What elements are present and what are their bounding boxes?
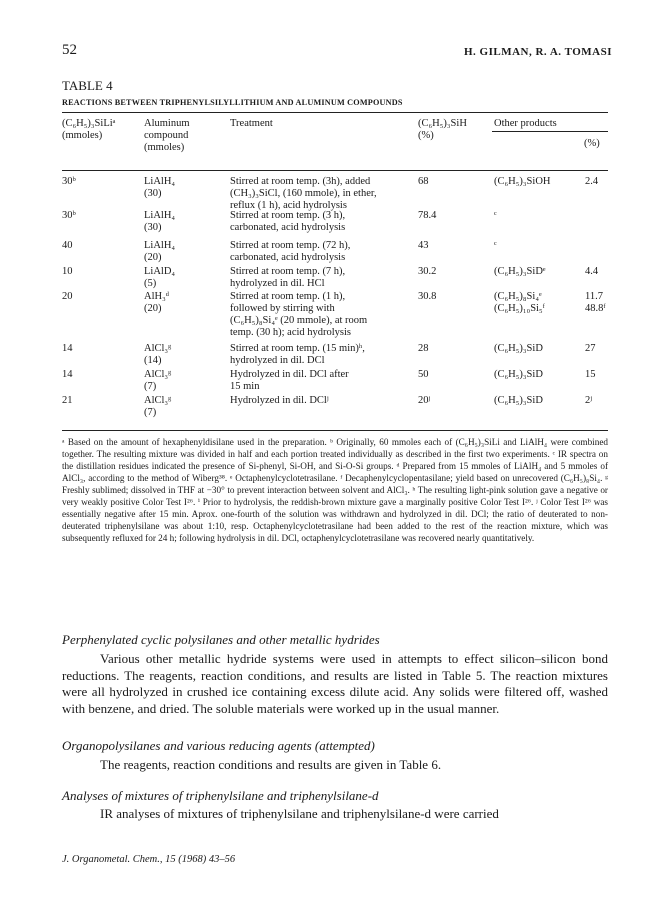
cell-treatment-line2: carbonated, acid hydrolysis bbox=[230, 252, 346, 263]
header-aluminum bbox=[144, 118, 190, 154]
section-body-1-text: Various other metallic hydride systems were used in attempts to effect silicon–silicon bond reductions. The reagents, reaction conditions, and results are listed in Table 5. The reaction mixtures were all hydrolyzed in crushed ice containing excess dilute acid. Any solids were filtered off, washed with benzene, and dried. The soluble materials were worked up in the usual manner. bbox=[62, 651, 608, 716]
header-aluminum-line3: (mmoles) bbox=[144, 142, 185, 153]
cell-silane-yield: 20ʲ bbox=[418, 395, 431, 406]
cell-other-percent: 2.4 bbox=[585, 176, 599, 187]
cell-other-percent-2: 48.8ᶠ bbox=[585, 303, 606, 314]
cell-treatment-line1: Hydrolyzed in dil. DCl after bbox=[230, 369, 349, 380]
cell-aluminum-amount: (14) bbox=[144, 355, 162, 366]
cell-silane-yield: 30.8 bbox=[418, 291, 437, 302]
section-body-3-text: IR analyses of mixtures of triphenylsilane and triphenylsilane-d were carried bbox=[100, 806, 499, 821]
cell-aluminum-compound: LiAlD₄ bbox=[144, 266, 176, 277]
cell-aluminum-compound: AlH₃ᵈ bbox=[144, 291, 170, 302]
cell-silane-yield: 30.2 bbox=[418, 266, 437, 277]
header-treatment: Treatment bbox=[230, 118, 273, 129]
cell-silane-yield: 28 bbox=[418, 343, 429, 354]
cell-aluminum-compound: LiAlH₄ bbox=[144, 176, 176, 187]
journal-reference: J. Organometal. Chem., 15 (1968) 43–56 bbox=[62, 854, 236, 865]
cell-silane-yield: 68 bbox=[418, 176, 429, 187]
cell-other-product-2: (C₆H₅)₁₀Si₅ᶠ bbox=[494, 303, 545, 314]
cell-treatment-line1: Stirred at room temp. (1 h), bbox=[230, 291, 346, 302]
running-head: H. GILMAN, R. A. TOMASI bbox=[463, 46, 612, 58]
cell-aluminum-compound: AlCl₃ᵍ bbox=[144, 343, 172, 354]
section-body-3 bbox=[62, 806, 608, 823]
header-silyllithium-line2: (mmoles) bbox=[62, 130, 103, 141]
cell-aluminum-compound: LiAlH₄ bbox=[144, 240, 176, 251]
header-other-percent: (%) bbox=[584, 138, 600, 149]
cell-silane-yield: 43 bbox=[418, 240, 429, 251]
header-aluminum-line1: Aluminum bbox=[144, 118, 190, 129]
table-caption: REACTIONS BETWEEN TRIPHENYLSILYLLITHIUM AND ALUMINUM COMPOUNDS bbox=[62, 98, 403, 107]
cell-silyllithium: 30ᵇ bbox=[62, 176, 76, 187]
cell-other-product: ᶜ bbox=[494, 240, 497, 251]
section-heading-1: Perphenylated cyclic polysilanes and other metallic hydrides bbox=[62, 632, 380, 647]
cell-other-product: (C₆H₅)₈Si₄ᵉ bbox=[494, 291, 542, 302]
cell-other-product: (C₆H₅)₃SiOH bbox=[494, 176, 551, 187]
cell-treatment-line3: (C₆H₅)₈Si₄ᵉ (20 mmole), at room bbox=[230, 315, 368, 326]
cell-other-percent: 2ʲ bbox=[585, 395, 592, 406]
section-body-1 bbox=[62, 651, 608, 717]
cell-silyllithium: 14 bbox=[62, 369, 73, 380]
table-footnotes: ᵃ Based on the amount of hexaphenyldisilane used in the preparation. ᵇ Originally, 60 mmoles each of (C₆H₅)₃SiLi and LiAlH₄ were combined together. The resulting mixture was divided in half and each portion treated individually as described in the first two experiments. ᶜ IR spectra on the distillation residues indicated the presence of Si-phenyl, Si-OH, and Si-O-Si groups. ᵈ Prepared from 15 mmoles of LiAlH₄ and 5 mmoles of AlCl₃, according to the method of Wiberg³⁸. ᵉ Octaphenylcyclotetrasilane. ᶠ Decaphenylcyclopentasilane; yield based on unrecovered (C₆H₅)₈Si₄. ᵍ Freshly sublimed; dissolved in THF at −30° to prevent interaction between solvent and AlCl₃. ʰ The resulting light-pink solution gave a negative or very weakly positive Color Test I²⁶. ⁱ Prior to hydrolysis, the reddish-brown mixture gave a marginally positive Color Test I²⁶. ʲ Color Test I²⁶ was essentially negative after 15 min. Aprox. one-fourth of the solution was withdrawn and hydrolyzed in dil. DCl; the ratio of deuterated to non-deuterated triphenylsilane was about 1:10, resp. Octaphenylcyclotetrasilane had been added to the rest of the reaction mixture, which was subsequently refluxed for 24 h; following hydrolysis in dil. DCl, octaphenylcyclotetrasilane was recovered nearly quantitatively. bbox=[62, 437, 608, 543]
cell-treatment-line1: Stirred at room temp. (3h), added bbox=[230, 176, 371, 187]
cell-silyllithium: 10 bbox=[62, 266, 73, 277]
header-silane-yield bbox=[418, 118, 467, 142]
cell-treatment-line1: Stirred at room temp. (15 min)ʰ, bbox=[230, 343, 365, 354]
other-products-rule bbox=[492, 131, 608, 132]
header-silane-yield-line2: (%) bbox=[418, 130, 434, 141]
cell-treatment-line2: (CH₃)₃SiCl, (160 mmole), in ether, bbox=[230, 188, 377, 199]
cell-silane-yield: 50 bbox=[418, 369, 429, 380]
header-aluminum-line2: compound bbox=[144, 130, 189, 141]
cell-aluminum-compound: AlCl₃ᵍ bbox=[144, 395, 172, 406]
cell-treatment-line2: 15 min bbox=[230, 381, 260, 392]
cell-silyllithium: 20 bbox=[62, 291, 73, 302]
cell-aluminum-amount: (7) bbox=[144, 381, 157, 392]
cell-other-product: (C₆H₅)₃SiD bbox=[494, 369, 543, 380]
cell-silane-yield: 78.4 bbox=[418, 210, 437, 221]
cell-other-product: (C₆H₅)₃SiD bbox=[494, 343, 543, 354]
cell-other-percent: 15 bbox=[585, 369, 596, 380]
cell-treatment-line2: followed by stirring with bbox=[230, 303, 335, 314]
cell-treatment-line3: reflux (1 h), acid hydrolysis bbox=[230, 200, 347, 211]
cell-treatment-line1: Stirred at room temp. (7 h), bbox=[230, 266, 346, 277]
cell-aluminum-amount: (30) bbox=[144, 188, 162, 199]
cell-aluminum-amount: (20) bbox=[144, 252, 162, 263]
table-header-rule bbox=[62, 170, 608, 171]
section-body-2 bbox=[62, 757, 608, 774]
cell-treatment-line2: hydrolyzed in dil. DCl bbox=[230, 355, 325, 366]
cell-aluminum-amount: (7) bbox=[144, 407, 157, 418]
cell-treatment-line1: Hydrolyzed in dil. DClʲ bbox=[230, 395, 329, 406]
cell-aluminum-compound: LiAlH₄ bbox=[144, 210, 176, 221]
header-other-products: Other products bbox=[494, 118, 557, 129]
cell-treatment-line1: Stirred at room temp. (72 h), bbox=[230, 240, 351, 251]
cell-treatment-line2: carbonated, acid hydrolysis bbox=[230, 222, 346, 233]
cell-other-product: (C₆H₅)₃SiD bbox=[494, 395, 543, 406]
cell-other-product: (C₆H₅)₃SiDᵉ bbox=[494, 266, 546, 277]
header-silane-yield-line1: (C₆H₅)₃SiH bbox=[418, 118, 467, 129]
cell-silyllithium: 40 bbox=[62, 240, 73, 251]
section-heading-3: Analyses of mixtures of triphenylsilane and triphenylsilane-d bbox=[62, 788, 379, 803]
cell-aluminum-amount: (5) bbox=[144, 278, 157, 289]
cell-silyllithium: 30ᵇ bbox=[62, 210, 76, 221]
table-bottom-rule bbox=[62, 430, 608, 431]
header-silyllithium-line1: (C₆H₅)₃SiLiᵃ bbox=[62, 118, 116, 129]
cell-other-percent: 27 bbox=[585, 343, 596, 354]
cell-treatment-line4: temp. (30 h); acid hydrolysis bbox=[230, 327, 352, 338]
table-label: TABLE 4 bbox=[62, 78, 113, 93]
cell-silyllithium: 14 bbox=[62, 343, 73, 354]
cell-other-percent: 11.7 bbox=[585, 291, 603, 302]
cell-treatment-line2: hydrolyzed in dil. HCl bbox=[230, 278, 325, 289]
cell-aluminum-amount: (20) bbox=[144, 303, 162, 314]
cell-silyllithium: 21 bbox=[62, 395, 73, 406]
cell-other-percent: 4.4 bbox=[585, 266, 599, 277]
cell-aluminum-amount: (30) bbox=[144, 222, 162, 233]
section-body-2-text: The reagents, reaction conditions and results are given in Table 6. bbox=[100, 757, 442, 772]
header-silyllithium bbox=[62, 118, 116, 142]
page-number: 52 bbox=[62, 42, 77, 58]
cell-other-product: ᶜ bbox=[494, 210, 497, 221]
section-heading-2: Organopolysilanes and various reducing agents (attempted) bbox=[62, 738, 375, 753]
cell-aluminum-compound: AlCl₃ᵍ bbox=[144, 369, 172, 380]
cell-treatment-line1: Stirred at room temp. (3 h), bbox=[230, 210, 346, 221]
table-top-rule bbox=[62, 112, 608, 113]
